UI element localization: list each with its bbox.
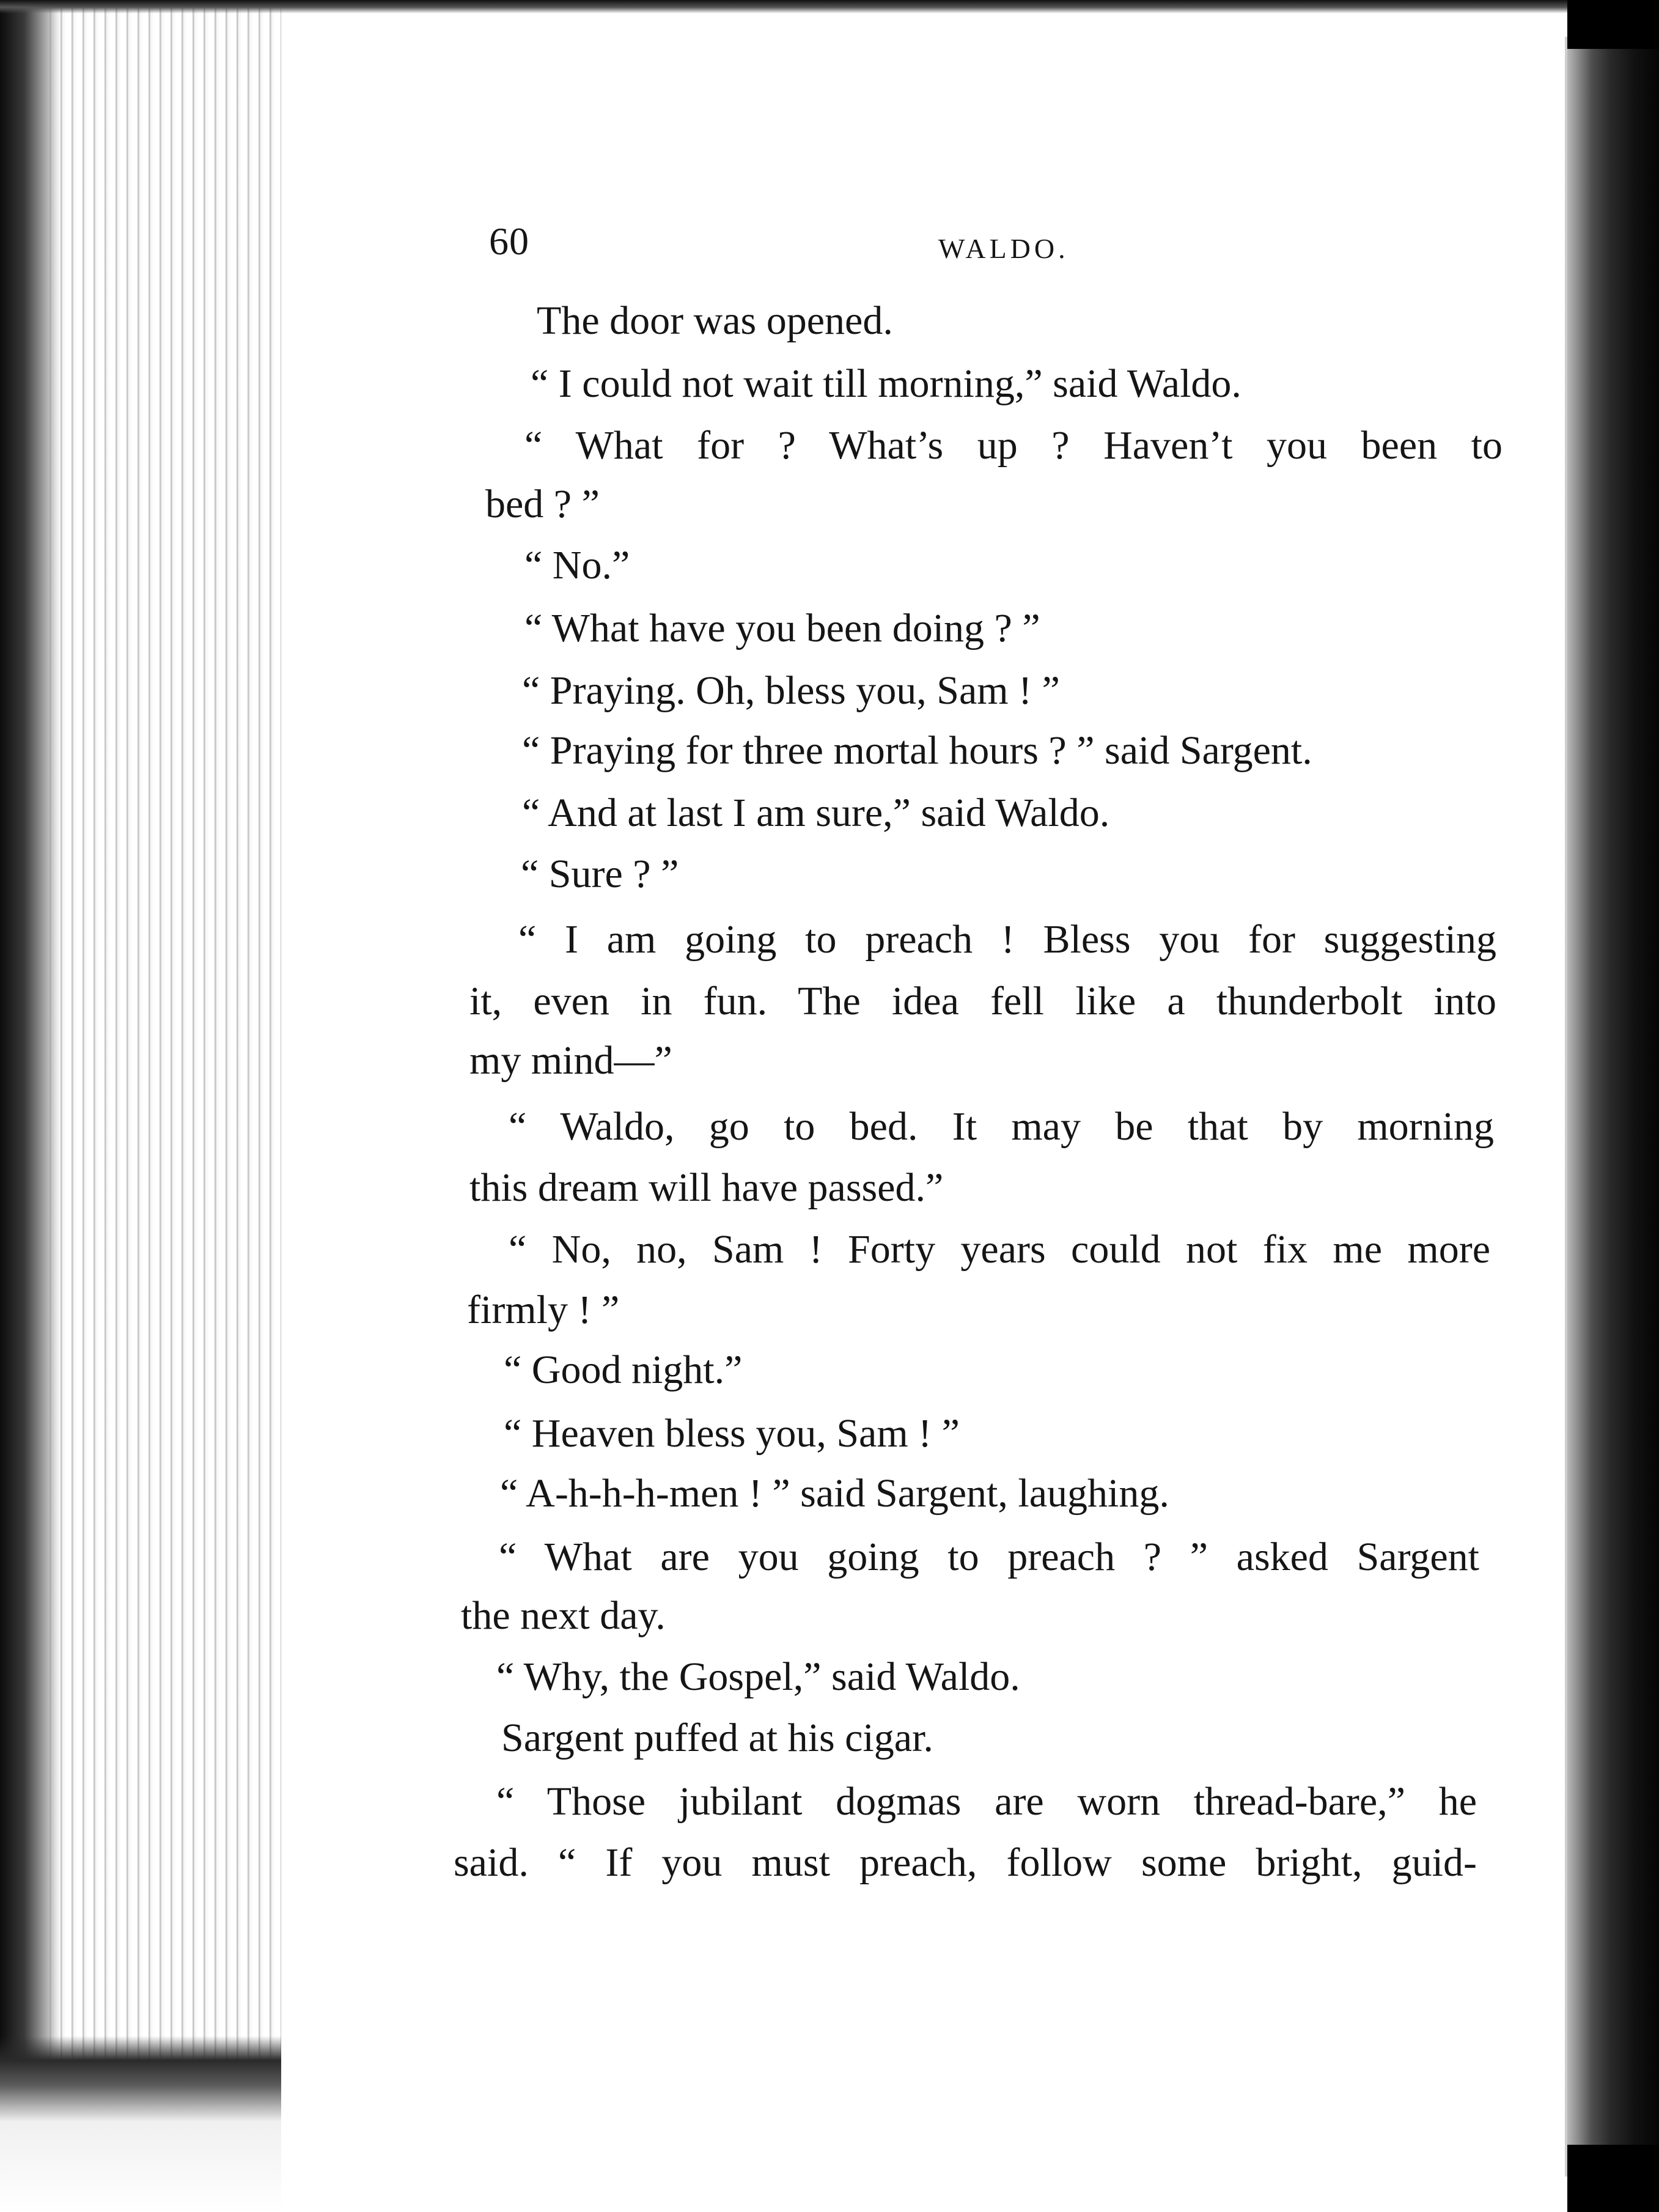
text-line: “ Those jubilant dogmas are worn thread-bare,” he (496, 1779, 1477, 1824)
text-line: “ Waldo, go to bed. It may be that by morning (509, 1104, 1494, 1149)
right-binding-top (1567, 0, 1659, 49)
text-line: “ I am going to preach ! Bless you for suggesting (518, 917, 1496, 962)
book-spine-shadow (0, 0, 61, 2212)
right-binding (1567, 0, 1659, 2212)
text-line: said. “ If you must preach, follow some bright, guid- (454, 1840, 1477, 1885)
text-line: “ Sure ? ” (521, 852, 679, 896)
text-line: Sargent puffed at his cigar. (501, 1716, 933, 1760)
page-header (0, 208, 1659, 269)
text-line: “ I could not wait till morning,” said Waldo. (531, 361, 1241, 406)
running-head: WALDO. (938, 233, 1069, 264)
text-line: firmly ! ” (467, 1288, 620, 1332)
page-stack-bottom-shadow (0, 2036, 281, 2212)
text-line: the next day. (461, 1593, 666, 1638)
text-line: “ Heaven bless you, Sam ! ” (504, 1411, 960, 1456)
text-line: it, even in fun. The idea fell like a thunderbolt into (469, 979, 1496, 1023)
right-binding-bottom (1567, 2145, 1659, 2212)
text-line: “ What have you been doing ? ” (524, 606, 1040, 651)
text-line: “ No.” (524, 543, 630, 588)
text-line: “ Praying. Oh, bless you, Sam ! ” (522, 668, 1060, 713)
text-line: “ What are you going to preach ? ” asked Sargent (499, 1535, 1479, 1579)
page-number: 60 (489, 219, 529, 263)
text-line: “ A-h-h-h-men ! ” said Sargent, laughing. (500, 1471, 1169, 1516)
text-line: “ Why, the Gospel,” said Waldo. (496, 1654, 1020, 1699)
text-line: my mind—” (469, 1038, 672, 1083)
text-line: “ Praying for three mortal hours ? ” said Sargent. (522, 728, 1312, 773)
text-line: The door was opened. (537, 298, 893, 343)
text-line: bed ? ” (485, 482, 600, 526)
top-edge-shadow (0, 0, 1659, 13)
text-line: “ What for ? What’s up ? Haven’t you been to (524, 423, 1503, 468)
text-line: “ No, no, Sam ! Forty years could not fix me more (509, 1227, 1490, 1272)
text-line: “ Good night.” (504, 1347, 743, 1392)
text-line: this dream will have passed.” (469, 1165, 944, 1210)
text-line: “ And at last I am sure,” said Waldo. (522, 791, 1110, 835)
